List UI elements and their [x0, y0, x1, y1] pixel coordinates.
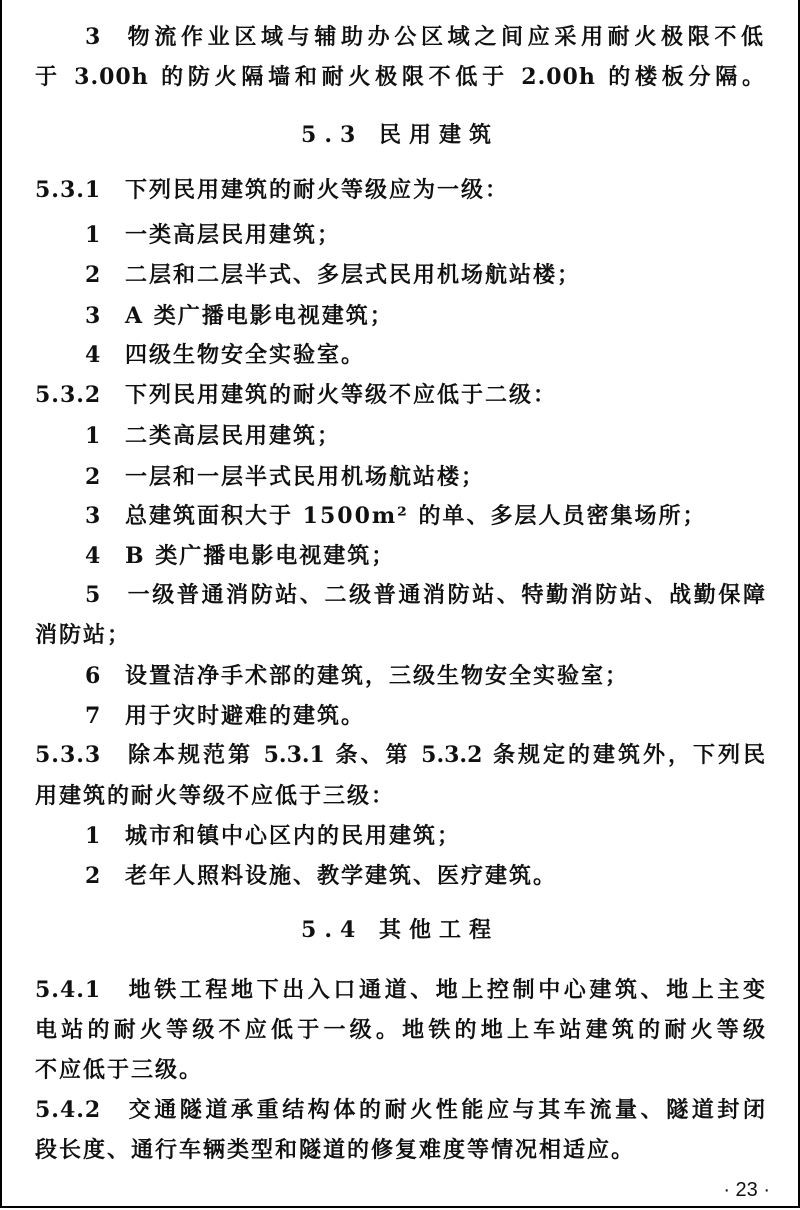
item-number: 3 [85, 24, 101, 50]
clause-continuation: 段长度、通行车辆类型和隧道的修复难度等情况相适应。 [35, 1137, 636, 1163]
item-text: 一层和一层半式民用机场航站楼； [125, 464, 486, 490]
list-item [85, 496, 706, 536]
list-item [85, 215, 341, 255]
list-item [85, 536, 395, 576]
item-text: 二层和二层半式、多层式民用机场航站楼； [125, 262, 582, 288]
list-item [85, 816, 461, 856]
item-number: 1 [85, 222, 101, 248]
item-number: 2 [85, 464, 101, 490]
clause-number: 5.4.2 [35, 1097, 102, 1123]
clause-continuation: 电站的耐火等级不应低于一级。地铁的地上车站建筑的耐火等级 [35, 1017, 765, 1043]
list-item [85, 575, 765, 615]
clause-5-3-1 [35, 170, 509, 210]
list-item [85, 255, 581, 295]
item-number: 5 [85, 582, 101, 608]
clause-number: 5.4.1 [35, 977, 102, 1003]
clause-5-3-3 [35, 735, 765, 775]
clause-number: 5.3.3 [35, 742, 102, 768]
clause-5-3-2 [35, 375, 557, 415]
list-item [85, 696, 365, 736]
item-text: 城市和镇中心区内的民用建筑； [125, 823, 462, 849]
clause-text: 交通隧道承重结构体的耐火性能应与其车流量、隧道封闭 [125, 1097, 765, 1123]
section-heading-5-3: 5.3 民用建筑 [301, 122, 499, 148]
item-number: 3 [85, 503, 101, 529]
item-number: 2 [85, 863, 101, 889]
item-text: 设置洁净手术部的建筑，三级生物安全实验室； [125, 663, 630, 689]
intro-item [85, 17, 765, 57]
clause-text: 下列民用建筑的耐火等级应为一级： [125, 177, 510, 203]
page-number: · 23 · [723, 1179, 770, 1201]
item-text: 物流作业区域与辅助办公区域之间应采用耐火极限不低 [125, 24, 765, 50]
item-number: 2 [85, 262, 101, 288]
item-text: 二类高层民用建筑； [125, 423, 342, 449]
clause-continuation: 不应低于三级。 [35, 1057, 204, 1083]
clause-text: 下列民用建筑的耐火等级不应低于二级： [125, 382, 558, 408]
item-number: 4 [85, 543, 101, 569]
item-number: 3 [85, 303, 101, 329]
list-item [85, 457, 485, 497]
item-text: B 类广播电影电视建筑； [125, 543, 396, 569]
section-heading-5-4: 5.4 其他工程 [301, 917, 499, 943]
item-text: 老年人照料设施、教学建筑、医疗建筑。 [125, 863, 558, 889]
clause-continuation: 用建筑的耐火等级不应低于三级： [35, 783, 396, 809]
item-number: 6 [85, 663, 101, 689]
item-number: 1 [85, 823, 101, 849]
item-text: 一级普通消防站、二级普通消防站、特勤消防站、战勤保障 [125, 582, 765, 608]
item-number: 4 [85, 342, 101, 368]
list-item [85, 296, 394, 336]
clause-text: 除本规范第 5.3.1 条、第 5.3.2 条规定的建筑外，下列民 [125, 742, 765, 768]
item-text: 一类高层民用建筑； [125, 222, 342, 248]
item-text: A 类广播电影电视建筑； [125, 303, 394, 329]
list-item [85, 656, 629, 696]
clause-number: 5.3.2 [35, 382, 102, 408]
clause-text: 地铁工程地下出入口通道、地上控制中心建筑、地上主变 [125, 977, 765, 1003]
list-item [85, 856, 557, 896]
item-number: 7 [85, 703, 101, 729]
item-text: 四级生物安全实验室。 [125, 342, 366, 368]
list-item [85, 335, 365, 375]
list-item [85, 416, 341, 456]
item-continuation: 消防站； [35, 622, 132, 648]
clause-number: 5.3.1 [35, 177, 102, 203]
clause-5-4-1 [35, 970, 765, 1010]
item-text: 用于灾时避难的建筑。 [125, 703, 366, 729]
intro-continuation: 于 3.00h 的防火隔墙和耐火极限不低于 2.00h 的楼板分隔。 [35, 64, 765, 90]
item-text: 总建筑面积大于 1500m² 的单、多层人员密集场所； [125, 503, 707, 529]
item-number: 1 [85, 423, 101, 449]
clause-5-4-2 [35, 1090, 765, 1130]
